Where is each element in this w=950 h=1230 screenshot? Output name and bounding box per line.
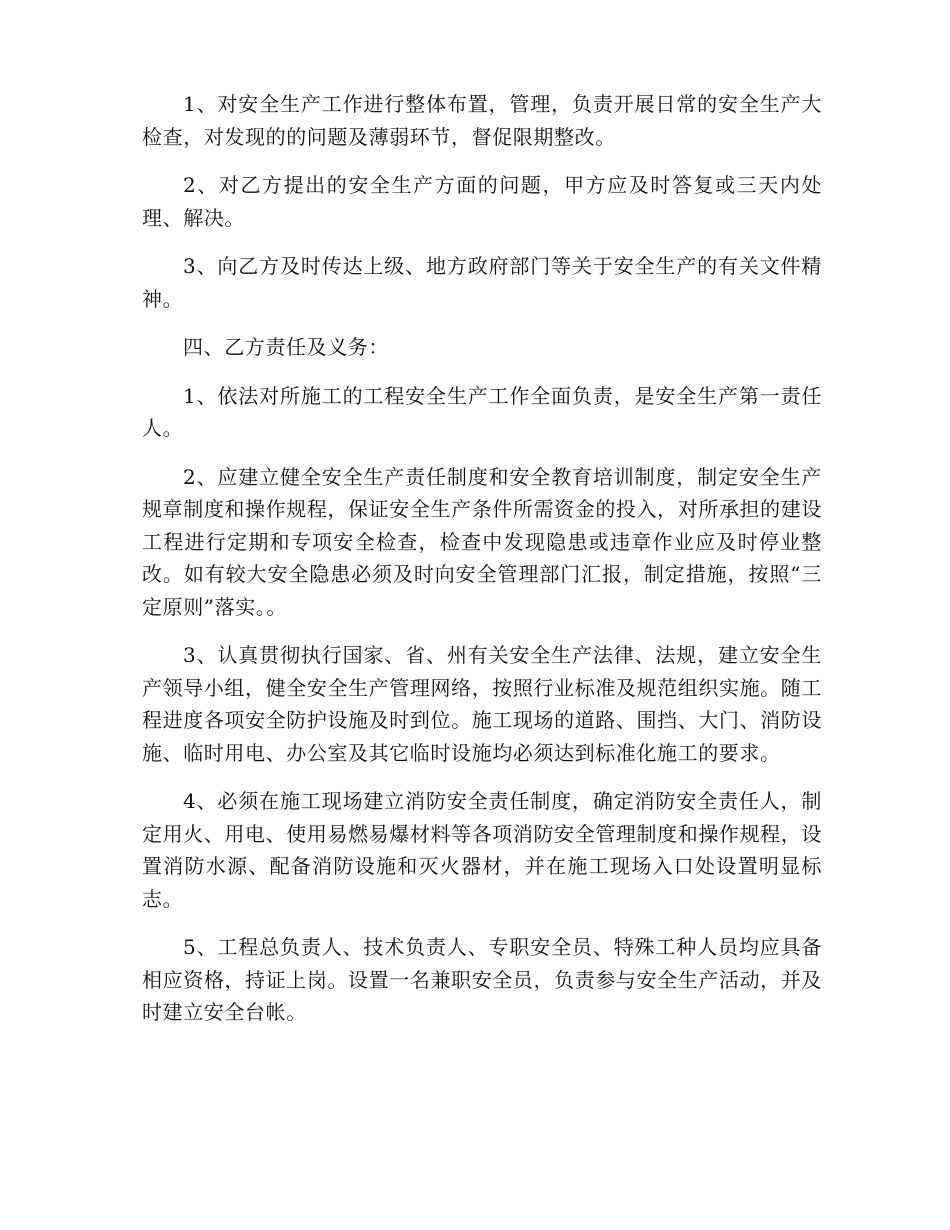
paragraph-party-a-duty-1: 1、对安全生产工作进行整体布置，管理，负责开展日常的安全生产大检查，对发现的的问题及薄弱环节，督促限期整改。 <box>142 92 822 149</box>
paragraph-party-b-duty-5: 5、工程总负责人、技术负责人、专职安全员、特殊工种人员均应具备相应资格，持证上岗。设置一名兼职安全员，负责参与安全生产活动，并及时建立安全台帐。 <box>142 935 822 1024</box>
paragraph-party-b-duty-3: 3、认真贯彻执行国家、省、州有关安全生产法律、法规，建立安全生产领导小组，健全安全生产管理网络，按照行业标准及规范组织实施。随工程进度各项安全防护设施及时到位。施工现场的道路、围挡、大门、消防设施、临时用电、办公室及其它临时设施均必须达到标准化施工的要求。 <box>142 643 822 765</box>
paragraph-party-a-duty-2: 2、对乙方提出的安全生产方面的问题，甲方应及时答复或三天内处理、解决。 <box>142 173 822 230</box>
document-body <box>142 88 822 1045</box>
paragraph-party-b-duty-1: 1、依法对所施工的工程安全生产工作全面负责，是安全生产第一责任人。 <box>142 383 822 440</box>
paragraph-party-a-duty-3: 3、向乙方及时传达上级、地方政府部门等关于安全生产的有关文件精神。 <box>142 254 822 311</box>
paragraph-party-b-duty-2: 2、应建立健全安全生产责任制度和安全教育培训制度，制定安全生产规章制度和操作规程，保证安全生产条件所需资金的投入，对所承担的建设工程进行定期和专项安全检查，检查中发现隐患或违章作业应及时停业整改。如有较大安全隐患必须及时向安全管理部门汇报，制定措施，按照“三定原则”落实。。 <box>142 464 822 619</box>
section-heading-party-b: 四、乙方责任及义务： <box>183 335 389 359</box>
paragraph-party-b-duty-4: 4、必须在施工现场建立消防安全责任制度，确定消防安全责任人，制定用火、用电、使用易燃易爆材料等各项消防安全管理制度和操作规程，设置消防水源、配备消防设施和灭火器材，并在施工现场入口处设置明显标志。 <box>142 789 822 911</box>
